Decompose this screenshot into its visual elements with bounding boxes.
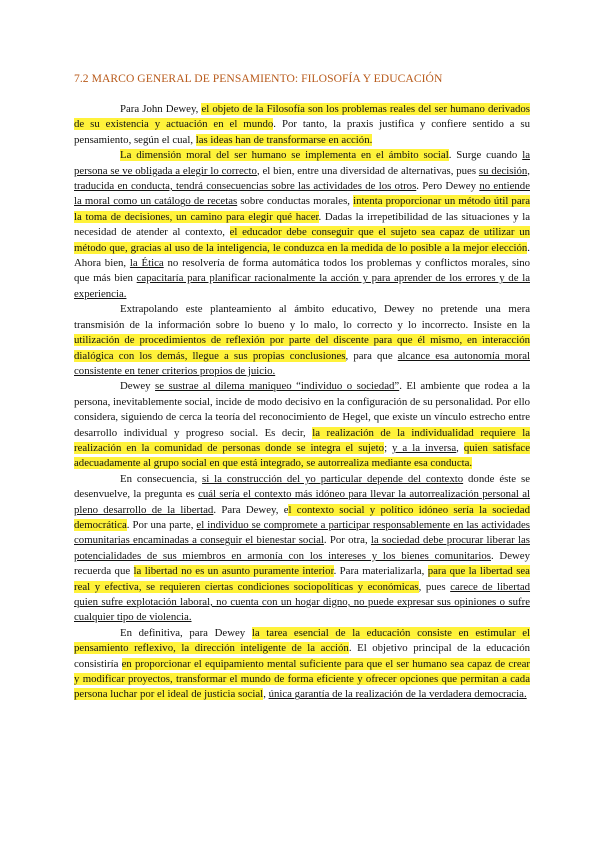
text-run: Extrapolando este planteamiento al ámbito educativo, Dewey no pretende una mera transmisión de la información sobre lo bueno y lo malo, lo correcto y lo incorrecto. Insiste en la xyxy=(74,303,530,331)
underlined-text: única garantía de la realización de la verdadera democracia. xyxy=(268,688,527,701)
underlined-text: cuál sería el contexto más idóneo para llevar la autorrealización personal al pleno desarrollo de la libertad xyxy=(74,488,531,516)
text-run: . Dewey recuerda que xyxy=(74,549,530,578)
highlighted-text: las ideas han de transformarse en acción. xyxy=(195,133,373,146)
text-run: En consecuencia, xyxy=(120,472,203,485)
underlined-text: la Ética xyxy=(129,257,164,270)
text-run: no resolvería de forma automática todos los problemas y conflictos morales, sino que más bien xyxy=(74,257,530,285)
highlighted-text: para que la libertad sea real y efectiva, se requieren ciertas condiciones sociopolíticas y económicas xyxy=(74,565,530,593)
text-run: . Dadas la irrepetibilidad de las situaciones y la necesidad de atender al contexto, xyxy=(74,210,531,239)
text-run: , xyxy=(263,688,269,701)
text-run: , el bien, entre una diversidad de alternativas, pues xyxy=(256,164,479,177)
paragraph xyxy=(74,472,530,626)
highlighted-text: l contexto social y político idóneo sería la sociedad democrática xyxy=(74,503,530,531)
text-run: donde éste se desenvuelve, la pregunta es xyxy=(74,472,530,501)
highlighted-text: el objeto de la Filosofía son los problemas reales del ser humano derivados de su existencia y actuación en el mundo xyxy=(74,103,530,131)
underlined-text: la sociedad debe procurar liberar las potencialidades de sus miembros en armonía con los intereses y los bienes comunitarios xyxy=(74,534,530,562)
paragraph xyxy=(74,102,530,148)
section-heading: 7.2 MARCO GENERAL DE PENSAMIENTO: FILOSOFÍA Y EDUCACIÓN xyxy=(74,72,443,85)
text-run: En definitiva, para Dewey xyxy=(120,626,252,639)
text-run: . Ahora bien, xyxy=(74,241,530,270)
underlined-text: se sustrae al dilema maniqueo “individuo o sociedad” xyxy=(155,380,400,393)
text-run: . Para materializarla, xyxy=(333,565,428,578)
text-run: . Pero Dewey xyxy=(416,180,480,193)
text-run: . Por tanto, la praxis justifica y confiere sentido a su pensamiento, según el cual, xyxy=(74,118,531,146)
highlighted-text: La dimensión moral del ser humano se implementa en el ámbito social xyxy=(120,149,449,162)
text-run: . Para Dewey, e xyxy=(213,503,289,516)
document-body xyxy=(74,102,530,703)
paragraph xyxy=(74,302,530,379)
underlined-text: la persona se ve obligada a elegir lo correcto xyxy=(74,149,530,177)
paragraph xyxy=(74,379,530,471)
highlighted-text: intenta proporcionar un método útil para la toma de decisiones, un camino para elegir qué hacer xyxy=(74,195,531,223)
underlined-text: su decisión, traducida en conducta, tendrá consecuencias sobre las actividades de los otros xyxy=(74,164,530,193)
underlined-text: el individuo se compromete a participar responsablemente en las actividades comunitarias encaminadas a conseguir el bienestar social xyxy=(74,518,530,547)
text-run: Dewey xyxy=(120,380,156,393)
text-run: sobre conductas morales, xyxy=(237,195,354,208)
text-run: . Surge cuando xyxy=(448,149,523,162)
highlighted-text: el educador debe conseguir que el sujeto sea capaz de utilizar un método que, gracias al uso de la inteligencia, le conduzca en la medida de lo posible a la mejor elección xyxy=(74,226,530,254)
text-run: . El objetivo principal de la educación consistiría xyxy=(74,642,530,670)
paragraph xyxy=(74,148,530,302)
underlined-text: capacitaría para planificar racionalmente la acción y para aprender de los errores y de la experiencia. xyxy=(74,272,530,300)
text-run: Para John Dewey, xyxy=(120,103,202,115)
highlighted-text: la realización de la individualidad requiere la realización en la comunidad de personas donde se integra el sujeto xyxy=(74,426,530,454)
highlighted-text: la libertad no es un asunto puramente interior xyxy=(133,565,334,578)
text-run: . Por una parte, xyxy=(126,518,197,531)
text-run: , xyxy=(456,441,464,454)
text-run: ; xyxy=(384,441,393,454)
text-run: . Por otra, xyxy=(323,534,371,547)
underlined-text: si la construcción del yo particular depende del contexto xyxy=(202,472,464,485)
text-run: . El ambiente que rodea a la persona, inevitablemente social, incide de modo decisivo en la configuración de su personalidad. Por ello considera, siguiendo de cerca la teoría del reconocimiento de Hegel, que existe un vínculo estrecho entre desarrollo individual y progreso social. Es decir, xyxy=(74,380,530,439)
underlined-text: y a la inversa xyxy=(392,441,457,454)
underlined-text: no entiende la moral como un catálogo de recetas xyxy=(74,180,530,208)
highlighted-text: quien satisface adecuadamente al grupo social en que está integrado, se autorrealiza mediante esa conducta. xyxy=(74,441,530,470)
underlined-text: carece de libertad quien sufre explotación laboral, no cuenta con un hogar digno, no puede expresar sus opiniones o sufre cualquier tipo de violencia. xyxy=(74,580,531,624)
highlighted-text: la tarea esencial de la educación consiste en estimular el pensamiento reflexivo, la dirección inteligente de la acción xyxy=(74,626,530,655)
text-run: , pues xyxy=(418,580,451,593)
highlighted-text: en proporcionar el equipamiento mental suficiente para que el ser humano sea capaz de crear y modificar proyectos, transformar el mundo de forma eficiente y ofrecer opciones que permitan a cada persona luchar por el ideal de justicia social xyxy=(74,657,530,701)
text-run: , para que xyxy=(345,349,398,362)
underlined-text: alcance esa autonomía moral consistente en tener criterios propios de juicio. xyxy=(74,349,530,377)
highlighted-text: utilización de procedimientos de reflexión por parte del discente para que él mismo, en interacción dialógica con los demás, llegue a sus propias conclusiones xyxy=(74,334,530,362)
paragraph xyxy=(74,626,530,703)
